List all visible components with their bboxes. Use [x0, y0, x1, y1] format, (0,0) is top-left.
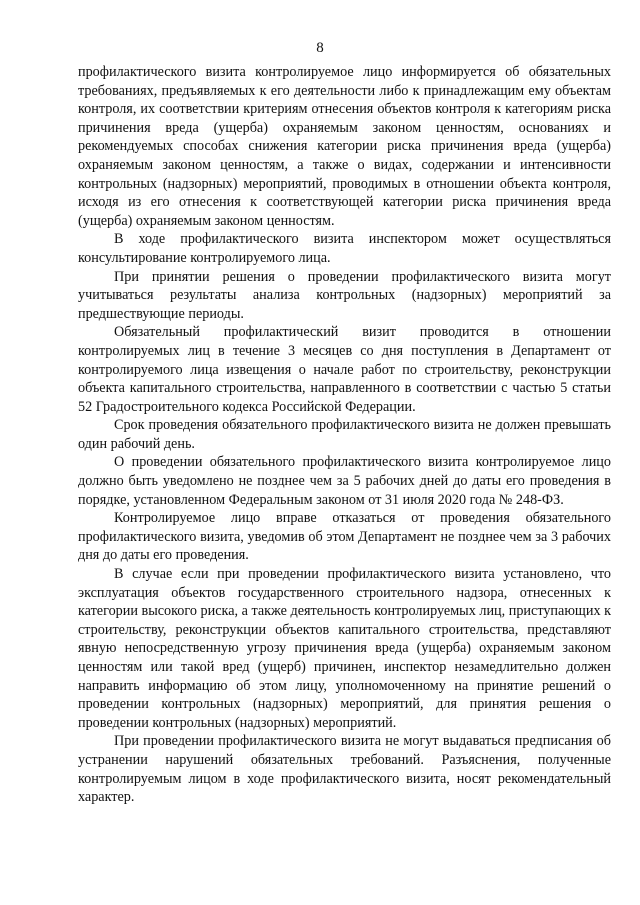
paragraph: Обязательный профилактический визит проводится в отношении контролируемых лиц в течение 3 месяцев со дня поступления в Департамент от контролируемого лица извещения о начале работ по строительству, реконструкции объекта капитального строительства, направленного в соответствии с частью 5 статьи 52 Градостроительного кодекса Российской Федерации. — [78, 324, 611, 415]
paragraph: В случае если при проведении профилактического визита установлено, что эксплуатация объектов государственного строительного надзора, отнесенных к категории высокого риска, а также деятельность контролируемых лиц, приступающих к строительству, реконструкции объектов капитального строительства, представляют явную непосредственную угрозу причинения вреда (ущерба) охраняемым законом ценностям или такой вред (ущерб) причинен, инспектор незамедлительно должен направить информацию об этом лицу, уполномоченному на принятие решений о проведении контрольных (надзорных) мероприятий, для принятия решения о проведении контрольных (надзорных) мероприятий. — [78, 566, 611, 731]
paragraph: О проведении обязательного профилактического визита контролируемое лицо должно быть уведомлено не позднее чем за 5 рабочих дней до даты его проведения в порядке, установленном Федеральным законом от 31 июля 2020 года № 248-ФЗ. — [78, 454, 611, 508]
paragraph: При проведении профилактического визита не могут выдаваться предписания об устранении нарушений обязательных требований. Разъяснения, полученные контролируемым лицом в ходе профилактического визита, носят рекомендательный характер. — [78, 733, 611, 806]
document-body — [78, 63, 611, 807]
paragraph: Контролируемое лицо вправе отказаться от проведения обязательного профилактического визита, уведомив об этом Департамент не позднее чем за 3 рабочих дня до даты его проведения. — [78, 510, 611, 564]
paragraph: профилактического визита контролируемое лицо информируется об обязательных требованиях, предъявляемых к его деятельности либо к принадлежащим ему объектам контроля, их соответствии критериям отнесения объектов контроля к категориям риска причинения вреда (ущерба) охраняемым законом ценностям, основаниях и рекомендуемых способах снижения категории риска причинения вреда (ущерба) охраняемым законом ценностям, а также о видах, содержании и интенсивности контрольных (надзорных) мероприятий, проводимых в отношении объекта контроля, исходя из его отнесения к соответствующей категории риска причинения вреда (ущерба) охраняемым законом ценностям. — [78, 64, 611, 229]
page-number: 8 — [316, 40, 324, 56]
paragraph: В ходе профилактического визита инспектором может осуществляться консультирование контролируемого лица. — [78, 231, 611, 266]
paragraph: Срок проведения обязательного профилактического визита не должен превышать один рабочий день. — [78, 417, 611, 452]
paragraph: При принятии решения о проведении профилактического визита могут учитываться результаты анализа контрольных (надзорных) мероприятий за предшествующие периоды. — [78, 268, 611, 322]
